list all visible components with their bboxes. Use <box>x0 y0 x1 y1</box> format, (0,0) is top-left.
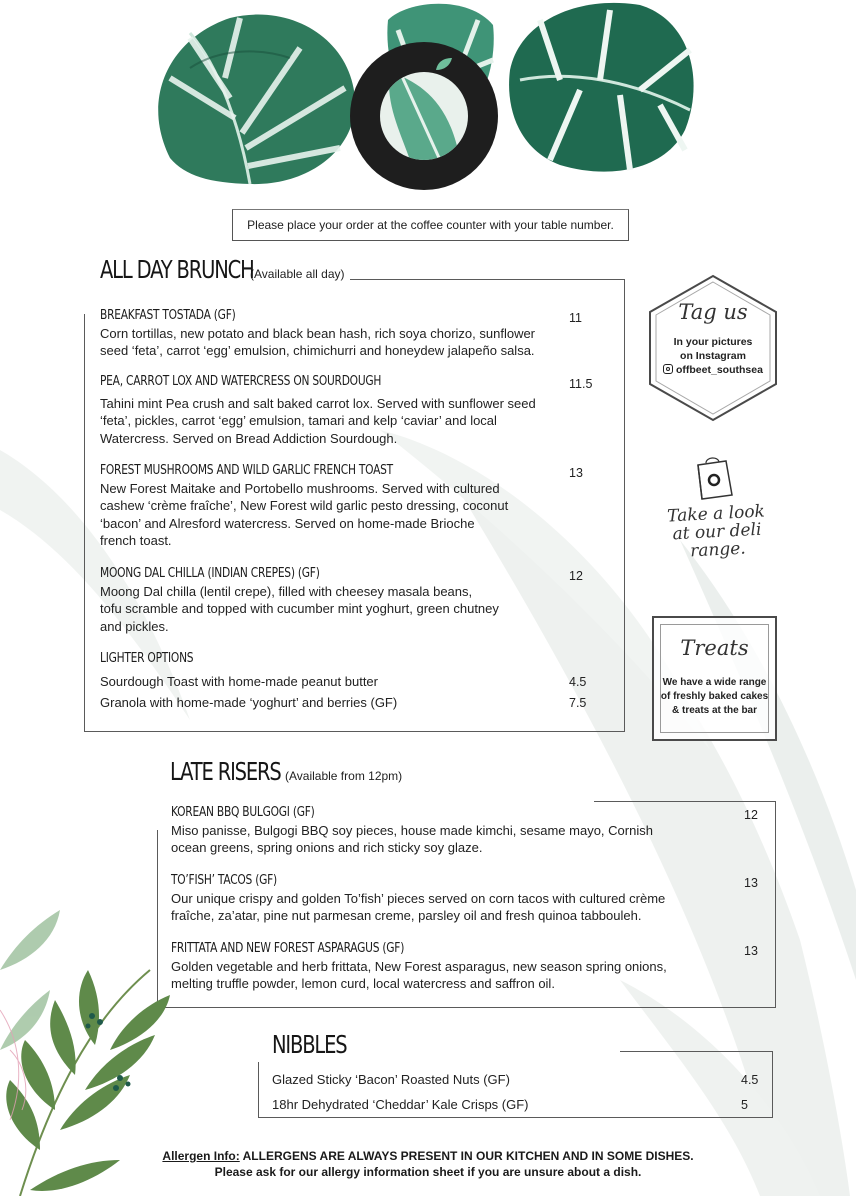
dish-price: 11 <box>569 311 582 325</box>
menu-item <box>100 374 620 447</box>
logo-sprout-icon <box>434 56 454 72</box>
menu-item <box>100 463 620 549</box>
dish-description: Golden vegetable and herb frittata, New Forest asparagus, new season spring onions, melting truffle powder, lemon curd, local watercress and saffron oil. <box>171 959 667 992</box>
dish-description: Corn tortillas, new potato and black bean hash, rich soya chorizo, sunflower seed ‘feta’, carrot ‘egg’ emulsion, chimichurri and honeydew jalapeño salsa. <box>100 326 536 359</box>
nibble-item: 18hr Dehydrated ‘Cheddar’ Kale Crisps (GF) <box>272 1097 529 1112</box>
dish-description: Moong Dal chilla (lentil crepe), filled with cheesey masala beans, tofu scramble and topped with cucumber mint yoghurt, green chutney and pickles. <box>100 584 499 634</box>
allergen-info <box>0 1148 856 1180</box>
dish-price: 5 <box>741 1098 748 1112</box>
menu-item <box>100 308 620 360</box>
allergen-label: Allergen Info: <box>162 1149 240 1163</box>
section-availability: (Available all day) <box>250 267 345 281</box>
treats-text: We have a wide range of freshly baked cakes & treats at the bar <box>660 677 769 716</box>
instagram-handle[interactable]: offbeet_southsea <box>675 364 763 376</box>
tag-us-text: In your pictures on Instagram offbeet_southsea <box>648 335 778 377</box>
dish-name: FRITTATA AND NEW FOREST ASPARAGUS (GF) <box>171 941 405 956</box>
section-title: LATE RISERS <box>170 757 281 786</box>
eucalyptus-foliage-illustration <box>0 850 220 1196</box>
menu-item <box>171 941 771 993</box>
menu-item <box>171 873 771 925</box>
treats-badge <box>652 616 777 741</box>
section-title: ALL DAY BRUNCH <box>100 255 254 284</box>
dish-price: 13 <box>569 466 583 480</box>
dish-price: 13 <box>744 876 758 890</box>
dish-description: Miso panisse, Bulgogi BBQ soy pieces, house made kimchi, sesame mayo, Cornish ocean greens, spring onions and rich sticky soy glaze. <box>171 823 653 856</box>
tag-us-script: Tag us <box>678 300 748 324</box>
dish-price: 12 <box>744 808 758 822</box>
lighter-option: Sourdough Toast with home-made peanut butter <box>100 674 378 689</box>
frame-rule <box>84 314 85 732</box>
dish-name: PEA, CARROT LOX AND WATERCRESS ON SOURDOUGH <box>100 374 382 389</box>
late-risers-header <box>170 757 402 786</box>
dish-price: 13 <box>744 944 758 958</box>
monstera-leaf-left-illustration <box>150 8 360 188</box>
allergen-warning: ALLERGENS ARE ALWAYS PRESENT IN OUR KITCHEN AND IN SOME DISHES. <box>239 1149 694 1163</box>
order-notice: Please place your order at the coffee counter with your table number. <box>232 209 629 241</box>
frame-rule <box>258 1062 259 1118</box>
dish-name: MOONG DAL CHILLA (INDIAN CREPES) (GF) <box>100 566 320 581</box>
instagram-icon <box>663 364 673 374</box>
lighter-options-title: LIGHTER OPTIONS <box>100 651 194 666</box>
lighter-option: Granola with home-made ‘yoghurt’ and berries (GF) <box>100 695 398 710</box>
cafe-logo <box>350 42 498 190</box>
dish-description: Tahini mint Pea crush and salt baked carrot lox. Served with sunflower seed ‘feta’, pickles, carrot ‘egg’ emulsion, tamari and kelp ‘caviar’ and local Watercress. Served on Bread Addiction Sourdough. <box>100 396 536 446</box>
nibble-item: Glazed Sticky ‘Bacon’ Roasted Nuts (GF) <box>272 1072 510 1087</box>
shopping-bag-icon <box>692 455 736 503</box>
dish-price: 4.5 <box>569 675 587 689</box>
dish-name: KOREAN BBQ BULGOGI (GF) <box>171 805 315 820</box>
section-availability: (Available from 12pm) <box>285 769 403 783</box>
menu-item <box>100 566 620 635</box>
menu-item <box>171 805 771 857</box>
section-title: NIBBLES <box>272 1030 347 1059</box>
deli-range-script: Take a look at our deli range. <box>666 501 766 562</box>
dish-name: TO’FISH’ TACOS (GF) <box>171 873 277 888</box>
dish-description: Our unique crispy and golden To’fish’ pieces served on corn tacos with cultured crème fraîche, za’atar, pine nut parmesan creme, parsley oil and fresh quinoa tabbouleh. <box>171 891 666 924</box>
dish-price: 7.5 <box>569 696 587 710</box>
treats-script: Treats <box>680 636 749 660</box>
allergen-sheet-note: Please ask for our allergy information sheet if you are unsure about a dish. <box>214 1165 642 1179</box>
dish-description: New Forest Maitake and Portobello mushrooms. Served with cultured cashew ‘crème fraîche’, New Forest wild garlic pesto dressing, coconut ‘bacon’ and Alresford watercress. Served on home-made Brioche french toast. <box>100 481 509 548</box>
dish-price: 12 <box>569 569 583 583</box>
dish-price: 11.5 <box>569 377 593 391</box>
dish-name: BREAKFAST TOSTADA (GF) <box>100 308 236 323</box>
monstera-leaf-right-illustration <box>500 0 700 178</box>
logo-leaf-window <box>380 72 468 160</box>
dish-price: 4.5 <box>741 1073 759 1087</box>
dish-name: FOREST MUSHROOMS AND WILD GARLIC FRENCH TOAST <box>100 463 393 478</box>
